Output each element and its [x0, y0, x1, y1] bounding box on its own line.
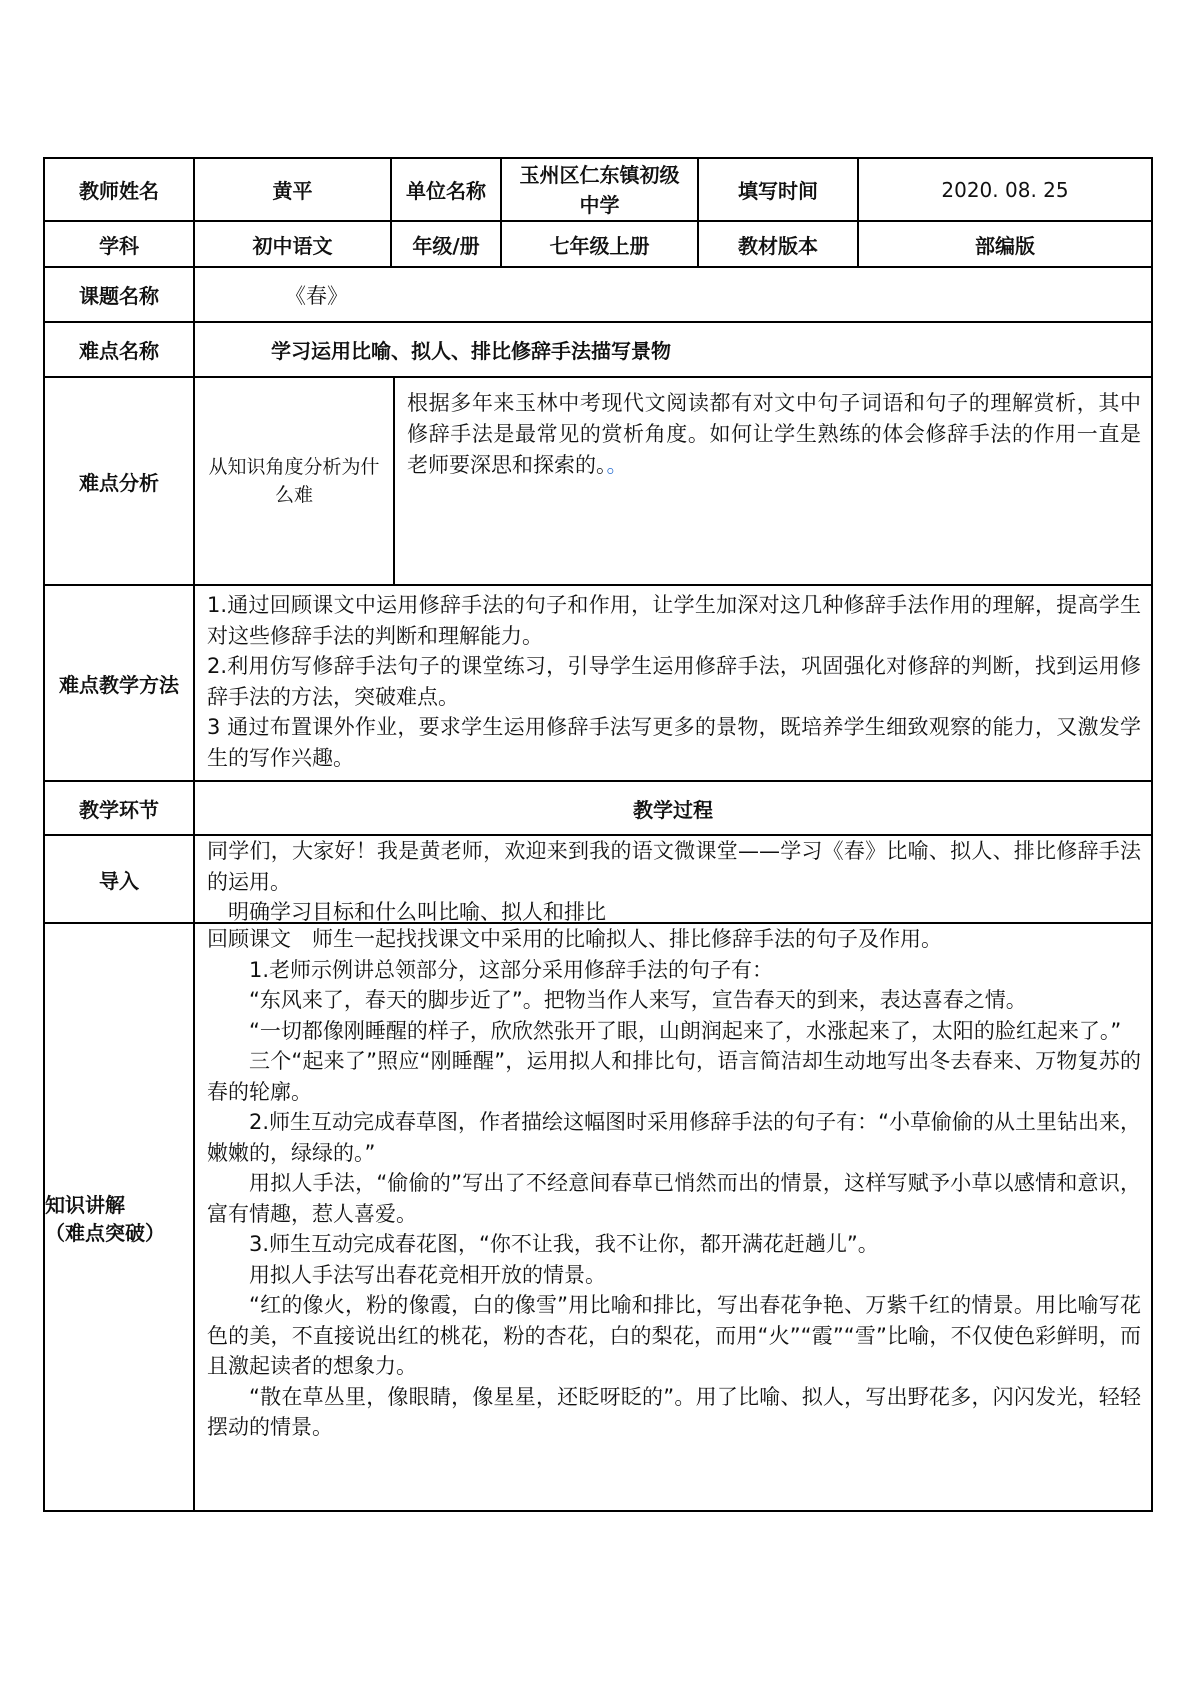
knowledge-paragraph: “一切都像刚睡醒的样子，欣欣然张开了眼，山朗润起来了，水涨起来了，太阳的脸红起来了。” [249, 1018, 1122, 1043]
method-row [43, 586, 1153, 782]
knowledge-paragraph: 2.师生互动完成春草图，作者描绘这幅图时采用修辞手法的句子有：“小草偷偷的从土里钻出来，嫩嫩的，绿绿的。” [207, 1110, 1141, 1165]
knowledge-paragraph: 3.师生互动完成春花图，“你不让我，我不让你，都开满花赶趟儿”。 [249, 1232, 879, 1256]
method-label: 难点教学方法 [45, 586, 195, 780]
difficulty-row [43, 323, 1153, 378]
analysis-row [43, 378, 1153, 586]
analysis-trailing-mark: 。 [606, 453, 628, 477]
header-row-1 [43, 157, 1153, 222]
unit-value: 玉州区仁东镇初级中学 [502, 159, 699, 220]
analysis-text-cell [395, 378, 1151, 584]
analysis-label: 难点分析 [45, 378, 195, 584]
difficulty-value: 学习运用比喻、拟人、排比修辞手法描写景物 [271, 339, 671, 363]
teacher-value: 黄平 [195, 159, 392, 220]
intro-row [43, 836, 1153, 924]
analysis-text [407, 388, 1141, 481]
knowledge-label [45, 924, 195, 1510]
knowledge-paragraph: 1.老师示例讲总领部分，这部分采用修辞手法的句子有： [249, 957, 774, 982]
knowledge-paragraph: “东风来了，春天的脚步近了”。把物当作人来写，宣告春天的到来，表达喜春之情。 [249, 988, 1027, 1012]
intro-text [195, 836, 1151, 922]
lesson-form-table [43, 157, 1153, 1512]
method-item-3: 3 通过布置课外作业，要求学生运用修辞手法写更多的景物，既培养学生细致观察的能力，又激发学生的写作兴趣。 [207, 715, 1141, 770]
process-value: 教学过程 [633, 797, 713, 822]
intro-line-2: 明确学习目标和什么叫比喻、拟人和排比 [228, 900, 606, 924]
knowledge-row [43, 924, 1153, 1512]
unit-label: 单位名称 [392, 159, 502, 220]
knowledge-label-line-2: （难点突破） [45, 1221, 165, 1245]
knowledge-paragraph: 用拟人手法写出春花竞相开放的情景。 [249, 1262, 606, 1287]
knowledge-paragraph: 回顾课文 师生一起找找课文中采用的比喻拟人、排比修辞手法的句子及作用。 [207, 927, 942, 951]
analysis-sub-label: 从知识角度分析为什么难 [195, 378, 395, 584]
knowledge-paragraph: “散在草丛里，像眼睛，像星星，还眨呀眨的”。用了比喻、拟人，写出野花多，闪闪发光，轻轻摆动的情景。 [207, 1384, 1141, 1439]
subject-label: 学科 [45, 222, 195, 266]
method-text [195, 586, 1151, 780]
difficulty-label: 难点名称 [45, 323, 195, 376]
intro-line-1: 同学们，大家好！我是黄老师，欢迎来到我的语文微课堂——学习《春》比喻、拟人、排比修辞手法的运用。 [207, 839, 1141, 894]
knowledge-paragraph: 用拟人手法，“偷偷的”写出了不经意间春草已悄然而出的情景，这样写赋予小草以感情和意识，富有情趣，惹人喜爱。 [207, 1171, 1141, 1226]
method-item-2: 2.利用仿写修辞手法句子的课堂练习，引导学生运用修辞手法，巩固强化对修辞的判断，找到运用修辞手法的方法，突破难点。 [207, 654, 1141, 709]
edition-value: 部编版 [975, 233, 1035, 258]
topic-row [43, 268, 1153, 323]
subject-value: 初中语文 [195, 222, 392, 266]
intro-label: 导入 [45, 836, 195, 922]
date-label: 填写时间 [699, 159, 859, 220]
knowledge-text [195, 924, 1151, 1510]
topic-value: 《春》 [285, 283, 348, 308]
date-value: 2020. 08. 25 [941, 177, 1069, 202]
knowledge-label-line-1: 知识讲解 [45, 1193, 125, 1217]
grade-value: 七年级上册 [502, 222, 699, 266]
process-row [43, 782, 1153, 836]
method-item-1: 1.通过回顾课文中运用修辞手法的句子和作用，让学生加深对这几种修辞手法作用的理解，提高学生对这些修辞手法的判断和理解能力。 [207, 593, 1141, 648]
edition-label: 教材版本 [699, 222, 859, 266]
knowledge-paragraph: 三个“起来了”照应“刚睡醒”，运用拟人和排比句，语言简洁却生动地写出冬去春来、万物复苏的春的轮廓。 [207, 1049, 1141, 1104]
header-row-2 [43, 222, 1153, 268]
grade-label: 年级/册 [392, 222, 502, 266]
analysis-text-body: 根据多年来玉林中考现代文阅读都有对文中句子词语和句子的理解赏析，其中修辞手法是最常见的赏析角度。如何让学生熟练的体会修辞手法的作用一直是老师要深思和探索的。 [407, 391, 1141, 477]
teacher-label: 教师姓名 [45, 159, 195, 220]
topic-label: 课题名称 [45, 268, 195, 321]
knowledge-paragraph: “红的像火，粉的像霞，白的像雪”用比喻和排比，写出春花争艳、万紫千红的情景。用比喻写花色的美，不直接说出红的桃花，粉的杏花，白的梨花，而用“火”“霞”“雪”比喻，不仅使色彩鲜明，而且激起读者的想象力。 [207, 1293, 1141, 1378]
process-label: 教学环节 [45, 782, 195, 834]
